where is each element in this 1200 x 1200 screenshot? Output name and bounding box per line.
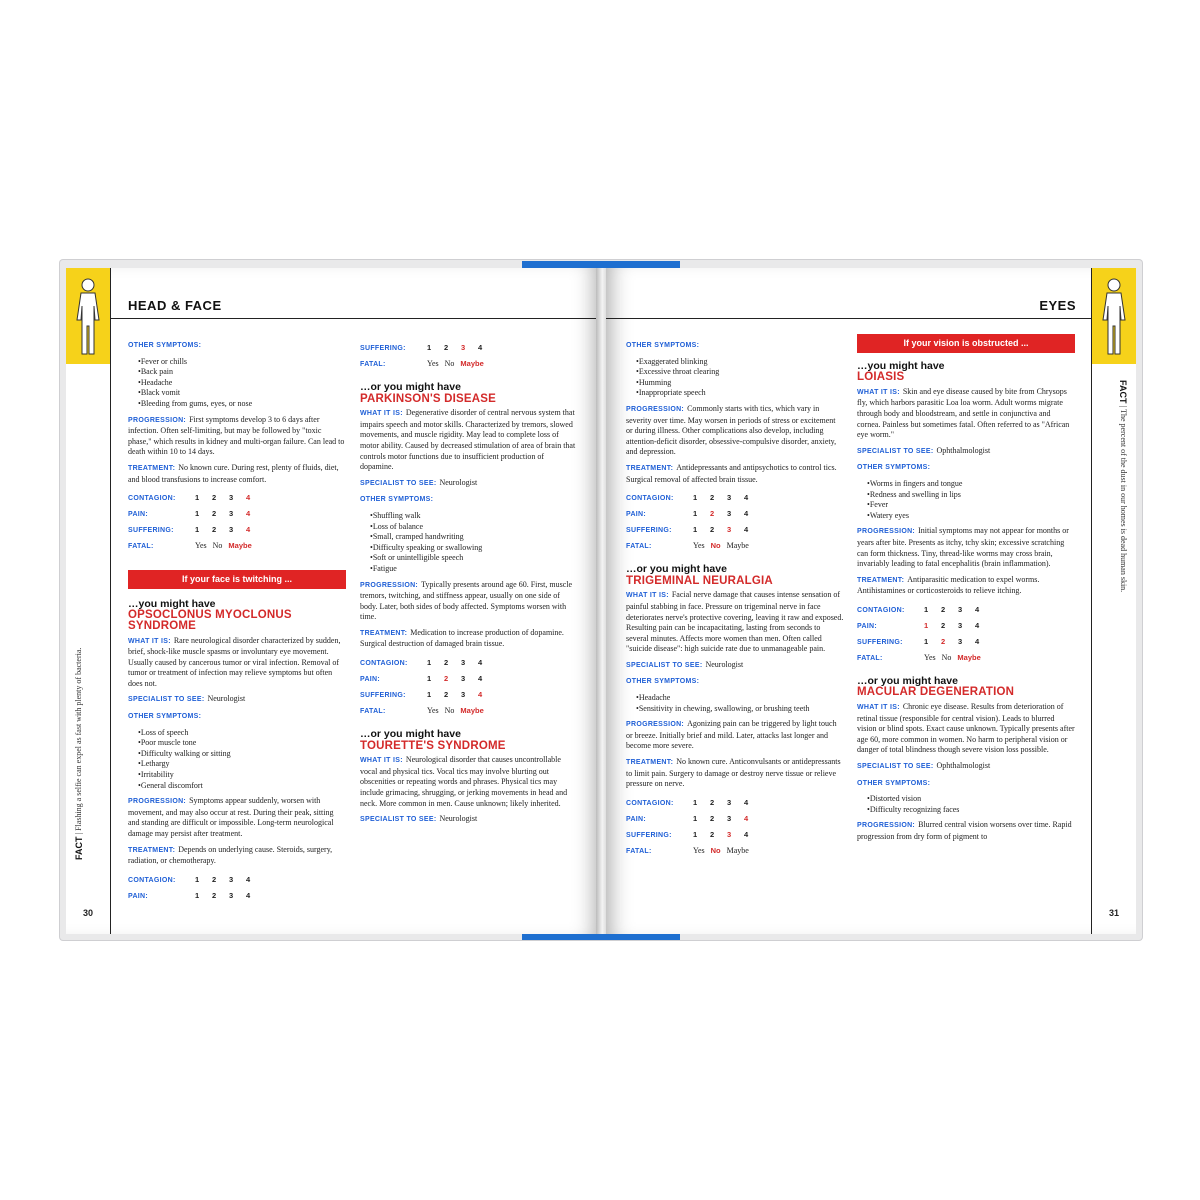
- might-have-heading: …or you might have: [626, 563, 727, 576]
- entry-paragraph: [360, 494, 578, 506]
- rating-pain: [128, 888, 346, 904]
- entry-paragraph: SPECIALIST TO SEE: Neurologist: [360, 814, 478, 824]
- field-label: FATAL:: [626, 847, 652, 855]
- rating-suffering: [857, 634, 1075, 650]
- rating-contagion: [128, 872, 346, 888]
- field-label: FATAL:: [626, 543, 652, 551]
- rating-number: 2: [212, 874, 217, 884]
- rating-number: 4: [478, 343, 483, 352]
- field-label: FATAL:: [128, 543, 154, 551]
- rating-number: 1: [693, 493, 698, 503]
- entry-paragraph: WHAT IT IS: Rare neurological disorder characterized by sudden, brief, shock-like muscle spasms or involuntary eye movement. Usually caused by cancerous tumor or viral infection. Removal of tumor or treatment of infection may relieve symptoms but often does not.: [128, 635, 341, 688]
- field-label: PROGRESSION:: [128, 798, 187, 806]
- rating-number: 4: [246, 890, 251, 900]
- rating-number: 1: [693, 813, 698, 823]
- list-item: • Lethargy: [138, 759, 346, 770]
- entry-paragraph: SPECIALIST TO SEE: Ophthalmologist: [857, 761, 991, 771]
- field-label: PAIN:: [128, 511, 149, 519]
- list-item: • Headache: [636, 693, 844, 704]
- spine-tab-bottom: [522, 933, 680, 940]
- list-item: • Difficulty recognizing faces: [867, 805, 1075, 816]
- entry-paragraph: [128, 340, 346, 352]
- left-column-2: [360, 340, 578, 831]
- rating-number: 3: [958, 604, 963, 614]
- entry-paragraph: WHAT IT IS: Degenerative disorder of central nervous system that impairs speech and motor skills. Characterized by tremors, slowed movements, and muscle rigidity. May lead to complete loss of motor ability. Caused by decreased stimulation of area of brain that controls motor functions due to insufficient production of dopamine.: [360, 408, 576, 472]
- entry-paragraph: WHAT IT IS: Chronic eye disease. Results from deterioration of retinal tissue (responsible for central vision). Leads to blurred vision or blind spots. Exact cause unknown. Typically presents after age 60, more common in women. No harm to peripheral vision or danger of total blindness though severe vision loss possible.: [857, 702, 1075, 755]
- rating-number: 2: [710, 493, 715, 503]
- entry-paragraph: SPECIALIST TO SEE: Neurologist: [128, 694, 246, 704]
- rating-pain: [626, 811, 844, 827]
- rating-number: 3: [229, 874, 234, 884]
- entry-paragraph: [857, 462, 1075, 474]
- rating-pain: [360, 671, 578, 687]
- fatal-option: Maybe: [228, 541, 252, 551]
- field-label: OTHER SYMPTOMS:: [128, 342, 202, 349]
- rating-number: 2: [212, 890, 217, 900]
- might-have-heading: …or you might have: [360, 728, 461, 741]
- rating-number: 3: [461, 658, 466, 668]
- field-label: SPECIALIST TO SEE:: [360, 479, 437, 487]
- field-label: PAIN:: [626, 815, 647, 823]
- section-header: HEAD & FACE: [128, 298, 222, 313]
- rating-number: 3: [727, 493, 732, 503]
- rating-number: 1: [195, 874, 200, 884]
- symptom-list: [867, 479, 1075, 521]
- rating-number: 4: [975, 636, 980, 646]
- field-label: PAIN:: [128, 892, 149, 900]
- might-have-heading: …you might have: [857, 359, 945, 372]
- rating-number: 4: [246, 525, 251, 535]
- rating-number: 4: [744, 509, 749, 519]
- field-label: WHAT IT IS:: [857, 704, 900, 712]
- rating-number: 1: [195, 509, 200, 519]
- list-item: • Inappropriate speech: [636, 388, 844, 399]
- rating-number: 2: [710, 829, 715, 839]
- rating-number: 2: [212, 493, 217, 503]
- fatal-option: Maybe: [957, 652, 981, 662]
- rating-fatal: [857, 650, 1075, 666]
- rating-number: 4: [478, 674, 483, 684]
- rating-number: 4: [744, 525, 749, 535]
- rating-number: 1: [427, 343, 432, 352]
- field-label: SPECIALIST TO SEE:: [128, 696, 205, 704]
- field-label: WHAT IT IS:: [128, 637, 171, 645]
- disease-title: MACULAR DEGENERATION: [857, 686, 1015, 699]
- list-item: • Excessive throat clearing: [636, 367, 844, 378]
- field-label: OTHER SYMPTOMS:: [626, 678, 700, 686]
- list-item: • Soft or unintelligible speech: [370, 553, 578, 564]
- page-number: 31: [1108, 908, 1119, 918]
- entry-paragraph: WHAT IT IS: Skin and eye disease caused by bite from Chrysops fly, which harbors parasitic Loa loa worm. Adult worms migrate through body and bloodstream, and settle in conjunctiva and cornea. Painless but sometimes fatal. Often referred to as "African eye worm.": [857, 386, 1070, 440]
- field-label: SUFFERING:: [626, 831, 672, 839]
- field-label: SPECIALIST TO SEE:: [626, 661, 703, 669]
- entry-paragraph: PROGRESSION: First symptoms develop 3 to 6 days after infection. Often self-limiting, but may be followed by "toxic phase," which results in kidney and multi-organ failure. Can lead to death within 10 to 14 days.: [128, 414, 345, 457]
- field-label: TREATMENT:: [128, 846, 176, 854]
- fatal-option: Maybe: [726, 541, 749, 551]
- list-item: • Headache: [138, 378, 346, 389]
- list-item: • Difficulty speaking or swallowing: [370, 543, 578, 554]
- entry-paragraph: SPECIALIST TO SEE: Ophthalmologist: [857, 445, 991, 455]
- fatal-option: Yes: [693, 541, 705, 551]
- left-sidebar: [66, 268, 111, 934]
- rating-number: 4: [478, 690, 483, 700]
- rating-fatal: [128, 538, 346, 554]
- field-label: TREATMENT:: [360, 629, 408, 637]
- list-item: • Redness and swelling in lips: [867, 490, 1075, 501]
- fatal-option: Yes: [924, 652, 936, 662]
- symptom-list: [867, 794, 1075, 815]
- fatal-option: No: [444, 706, 455, 716]
- field-label: OTHER SYMPTOMS:: [857, 464, 931, 472]
- entry-paragraph: [857, 778, 1075, 790]
- section-header: EYES: [1039, 298, 1076, 313]
- rating-number: 4: [975, 604, 980, 614]
- field-label: TREATMENT:: [128, 464, 176, 472]
- fatal-option: No: [710, 541, 721, 551]
- field-label: PAIN:: [857, 622, 878, 630]
- rating-number: 1: [195, 525, 200, 535]
- fatal-option: Yes: [693, 845, 705, 855]
- symptom-list: [636, 357, 844, 399]
- page-number: 30: [82, 908, 93, 918]
- rating-suffering: [360, 687, 578, 703]
- right-column-1: [626, 340, 844, 859]
- entry-paragraph: SPECIALIST TO SEE: Neurologist: [360, 477, 478, 487]
- field-label: FATAL:: [360, 708, 386, 716]
- list-item: • Back pain: [138, 367, 346, 378]
- field-label: SPECIALIST TO SEE:: [857, 447, 934, 455]
- entry-paragraph: PROGRESSION: Typically presents around age 60. First, muscle tremors, twitching, and stiffness appear, usually on one side of body. Later, both sides of body affected. Symptoms worsen with time.: [360, 579, 573, 622]
- entry-paragraph: TREATMENT: Antidepressants and antipsychotics to control tics. Surgical removal of affected brain tissue.: [626, 462, 837, 484]
- rating-contagion: [626, 490, 844, 506]
- rating-number: 2: [941, 604, 946, 614]
- rating-number: 3: [958, 636, 963, 646]
- rating-fatal: [626, 843, 844, 859]
- rating-fatal: [360, 703, 578, 719]
- field-label: FATAL:: [360, 361, 386, 368]
- rating-number: 3: [958, 620, 963, 630]
- field-label: WHAT IT IS:: [626, 592, 669, 600]
- rating-number: 1: [924, 620, 929, 630]
- rating-number: 2: [710, 525, 715, 535]
- field-label: CONTAGION:: [128, 495, 176, 503]
- rating-number: 4: [744, 813, 749, 823]
- entry-paragraph: [626, 340, 844, 352]
- field-label: TREATMENT:: [857, 576, 905, 584]
- rating-pain: [857, 618, 1075, 634]
- rating-number: 1: [693, 829, 698, 839]
- rating-number: 3: [229, 890, 234, 900]
- fatal-option: No: [941, 652, 952, 662]
- list-item: • Fever: [867, 500, 1075, 511]
- list-item: • Exaggerated blinking: [636, 357, 844, 368]
- list-item: • Difficulty walking or sitting: [138, 749, 346, 760]
- entry-paragraph: TREATMENT: Depends on underlying cause. Steroids, surgery, radiation, or chemotherapy.: [128, 844, 333, 866]
- entry-paragraph: PROGRESSION: Commonly starts with tics, which vary in severity over time. May worsen in periods of stress or excitement or during illness. Other complications also develop, including attention-deficit disorder, obsessive-compulsive disorder, anxiety, and depression.: [626, 403, 837, 457]
- list-item: • Humming: [636, 378, 844, 389]
- field-label: FATAL:: [857, 654, 883, 662]
- list-item: • Fever or chills: [138, 357, 346, 368]
- list-item: • Worms in fingers and tongue: [867, 479, 1075, 490]
- rating-number: 1: [195, 493, 200, 503]
- rating-number: 3: [727, 813, 732, 823]
- rating-number: 1: [924, 636, 929, 646]
- field-label: CONTAGION:: [626, 495, 674, 503]
- field-label: WHAT IT IS:: [857, 388, 900, 396]
- rating-fatal: [360, 356, 578, 372]
- rating-number: 1: [427, 674, 432, 684]
- might-have-heading: …or you might have: [857, 674, 958, 687]
- rating-number: 3: [229, 509, 234, 519]
- field-label: SUFFERING:: [128, 527, 174, 535]
- list-item: • Bleeding from gums, eyes, or nose: [138, 399, 346, 410]
- rating-number: 2: [444, 674, 449, 684]
- rating-number: 2: [212, 525, 217, 535]
- symptom-list: [138, 728, 346, 792]
- field-label: PROGRESSION:: [128, 416, 187, 424]
- rating-number: 3: [727, 509, 732, 519]
- rating-suffering: [626, 522, 844, 538]
- rating-number: 3: [229, 493, 234, 503]
- rating-number: 3: [727, 829, 732, 839]
- human-figure-icon: [1092, 268, 1136, 364]
- field-label: OTHER SYMPTOMS:: [128, 713, 202, 721]
- entry-paragraph: TREATMENT: Antiparasitic medication to expel worms. Antihistamines or corticosteroids to relieve itching.: [857, 574, 1040, 596]
- rating-number: 1: [924, 604, 929, 614]
- field-label: SUFFERING:: [360, 692, 406, 700]
- human-figure-icon: [66, 268, 110, 364]
- fact-sidebar: FACT | Flashing a selfie can expel as fast with plenty of bacteria.: [74, 647, 84, 860]
- list-item: • Poor muscle tone: [138, 738, 346, 749]
- rating-pain: [128, 506, 346, 522]
- entry-paragraph: PROGRESSION: Symptoms appear suddenly, worsen with movement, and may also occur at rest. During their peak, sitting and standing are difficult or impossible. Long-term neurological damage may persist after treatment.: [128, 796, 334, 838]
- entry-paragraph: WHAT IT IS: Neurological disorder that causes uncontrollable vocal and physical tics. Vocal tics may involve blurting out obscenities or repeating words and phrases. Physical tics may include grimacing, shrugging, or jerking movements in head and neck. More common in men. Cause unknown; likely inherited.: [360, 755, 568, 808]
- rating-number: 2: [444, 690, 449, 700]
- rating-number: 4: [246, 493, 251, 503]
- rating-contagion: [626, 795, 844, 811]
- rating-number: 1: [693, 525, 698, 535]
- field-label: TREATMENT:: [626, 759, 674, 767]
- field-label: SUFFERING:: [857, 638, 903, 646]
- field-label: OTHER SYMPTOMS:: [360, 496, 434, 504]
- field-label: SPECIALIST TO SEE:: [857, 763, 934, 771]
- rating-number: 4: [246, 509, 251, 519]
- field-label: PROGRESSION:: [360, 581, 419, 589]
- entry-paragraph: WHAT IT IS: Facial nerve damage that causes intense sensation of painful stabbing in face. Pressure on trigeminal nerve in face deteriorates nerve's protective covering, leaving it raw and exposed. Resulting pain can be incapacitating, lasting from seconds to several minutes. Affects more women than men. Often called "suicide disease": high suicide rate due to unmanageable pain.: [626, 590, 844, 654]
- entry-paragraph: TREATMENT: No known cure. Anticonvulsants or antidepressants to limit pain. Surgery to damage or destroy nerve tissue or relieve pressure on nerve.: [626, 757, 841, 789]
- rating-contagion: [857, 602, 1075, 618]
- field-label: SUFFERING:: [626, 527, 672, 535]
- fatal-option: Yes: [427, 706, 439, 716]
- fatal-option: No: [710, 845, 721, 855]
- entry-paragraph: [626, 676, 844, 688]
- rating-number: 4: [975, 620, 980, 630]
- field-label: WHAT IT IS:: [360, 757, 403, 765]
- header-rule: [110, 318, 599, 319]
- right-page: [606, 268, 1136, 934]
- field-label: OTHER SYMPTOMS:: [857, 779, 931, 787]
- fatal-option: No: [444, 359, 455, 368]
- field-label: CONTAGION:: [626, 799, 674, 807]
- rating-number: 1: [693, 797, 698, 807]
- list-item: • Loss of balance: [370, 522, 578, 533]
- rating-contagion: [128, 490, 346, 506]
- rating-number: 1: [693, 509, 698, 519]
- rating-number: 1: [427, 658, 432, 668]
- field-label: CONTAGION:: [128, 876, 176, 884]
- spine-tab-top: [522, 261, 680, 268]
- entry-paragraph: PROGRESSION: Agonizing pain can be triggered by light touch or breeze. Initially brief and mild. Later, attacks last longer and become more severe.: [626, 719, 837, 751]
- field-label: PROGRESSION:: [857, 822, 916, 830]
- entry-paragraph: PROGRESSION: Blurred central vision worsens over time. Rapid progression from dry form of pigment to: [857, 820, 1072, 841]
- disease-title: TOURETTE'S SYNDROME: [360, 739, 506, 752]
- right-sidebar: [1091, 268, 1136, 934]
- rating-suffering: [128, 522, 346, 538]
- field-label: CONTAGION:: [360, 660, 408, 668]
- left-page: [66, 268, 599, 934]
- entry-paragraph: TREATMENT: Medication to increase production of dopamine. Surgical destruction of damaged brain tissue.: [360, 627, 564, 649]
- fatal-option: Yes: [427, 359, 439, 368]
- field-label: OTHER SYMPTOMS:: [626, 342, 700, 349]
- field-label: PROGRESSION:: [626, 721, 685, 729]
- entry-paragraph: TREATMENT: No known cure. During rest, plenty of fluids, diet, and blood transfusions to increase comfort.: [128, 462, 339, 484]
- field-label: PAIN:: [360, 676, 381, 684]
- list-item: • Small, cramped handwriting: [370, 532, 578, 543]
- list-item: • Loss of speech: [138, 728, 346, 739]
- fatal-option: Maybe: [460, 359, 484, 368]
- rating-number: 2: [444, 343, 449, 352]
- symptom-list: [636, 693, 844, 714]
- fact-sidebar: FACT | The percent of the dust in our homes is dead human skin.: [1118, 380, 1128, 593]
- field-label: PAIN:: [626, 511, 647, 519]
- rating-number: 4: [246, 874, 251, 884]
- rating-number: 2: [710, 813, 715, 823]
- field-label: PROGRESSION:: [857, 528, 916, 536]
- symptom-banner: If your vision is obstructed ...: [857, 334, 1075, 353]
- list-item: • Black vomit: [138, 388, 346, 399]
- field-label: SPECIALIST TO SEE:: [360, 816, 437, 824]
- rating-number: 1: [427, 690, 432, 700]
- might-have-heading: …or you might have: [360, 381, 461, 393]
- rating-number: 3: [461, 674, 466, 684]
- list-item: • General discomfort: [138, 781, 346, 792]
- rating-number: 2: [212, 509, 217, 519]
- rating-number: 2: [941, 620, 946, 630]
- rating-number: 3: [229, 525, 234, 535]
- field-label: SUFFERING:: [360, 345, 406, 352]
- rating-number: 4: [744, 829, 749, 839]
- disease-title: PARKINSON'S DISEASE: [360, 392, 497, 405]
- rating-suffering: [360, 340, 578, 356]
- rating-pain: [626, 506, 844, 522]
- rating-number: 2: [941, 636, 946, 646]
- entry-paragraph: PROGRESSION: Initial symptoms may not appear for months or years after bite. Presents as itchy, tchy skin; excessive scratching can form thickness. Tiny, thread-like worms may cross brain, invariably leading to fatal encephalitis (brain inflammation).: [857, 526, 1069, 569]
- fatal-option: Yes: [195, 541, 207, 551]
- disease-title: LOIASIS: [857, 371, 905, 384]
- field-label: CONTAGION:: [857, 606, 905, 614]
- rating-number: 3: [461, 690, 466, 700]
- list-item: • Sensitivity in chewing, swallowing, or brushing teeth: [636, 704, 844, 715]
- entry-paragraph: SPECIALIST TO SEE: Neurologist: [626, 659, 744, 669]
- rating-suffering: [626, 827, 844, 843]
- fatal-option: Maybe: [460, 706, 484, 716]
- rating-number: 3: [727, 525, 732, 535]
- field-label: TREATMENT:: [626, 464, 674, 472]
- fatal-option: No: [212, 541, 223, 551]
- list-item: • Fatigue: [370, 564, 578, 575]
- rating-number: 4: [478, 658, 483, 668]
- entry-paragraph: [128, 711, 346, 723]
- list-item: • Watery eyes: [867, 511, 1075, 522]
- symptom-list: [370, 511, 578, 575]
- symptom-list: [138, 357, 346, 410]
- header-rule: [606, 318, 1092, 319]
- rating-number: 3: [461, 343, 466, 352]
- rating-number: 1: [195, 890, 200, 900]
- fatal-option: Maybe: [726, 845, 749, 855]
- rating-number: 4: [744, 493, 749, 503]
- list-item: • Shuffling walk: [370, 511, 578, 522]
- list-item: • Irritability: [138, 770, 346, 781]
- rating-number: 2: [710, 509, 715, 519]
- right-column-2: [857, 334, 1075, 848]
- disease-title: OPSOCLONUS MYOCLONUS SYNDROME: [128, 609, 292, 632]
- left-column-1: [128, 340, 346, 904]
- rating-number: 3: [727, 797, 732, 807]
- field-label: PROGRESSION:: [626, 405, 685, 413]
- rating-number: 4: [744, 797, 749, 807]
- disease-title: TRIGEMINAL NEURALGIA: [626, 574, 773, 587]
- might-have-heading: …you might have: [128, 597, 216, 610]
- symptom-banner: If your face is twitching ...: [128, 570, 346, 589]
- rating-contagion: [360, 655, 578, 671]
- list-item: • Distorted vision: [867, 794, 1075, 805]
- rating-number: 2: [444, 658, 449, 668]
- rating-number: 2: [710, 797, 715, 807]
- rating-fatal: [626, 538, 844, 554]
- field-label: WHAT IT IS:: [360, 410, 403, 418]
